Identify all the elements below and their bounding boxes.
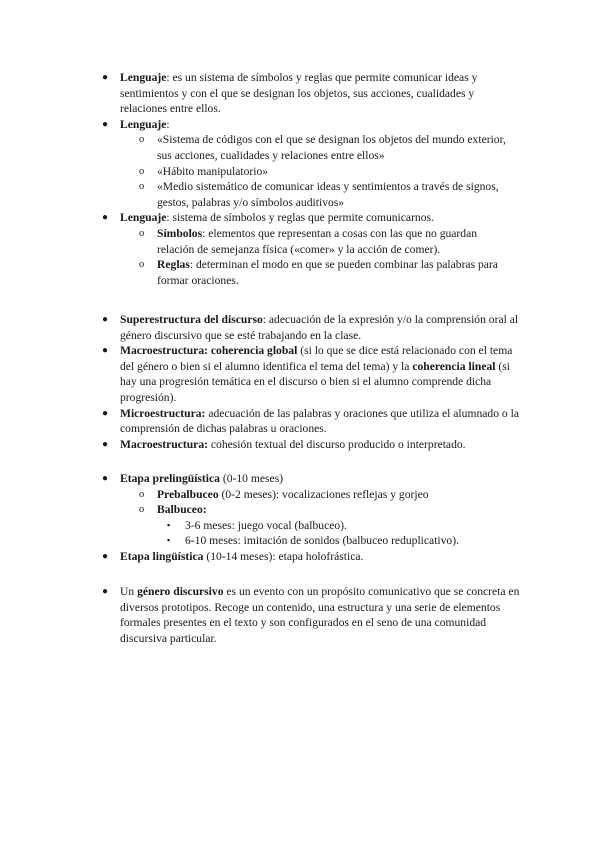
bullet-marker: ● [102,212,109,224]
definition: es un evento con un propósito comunicativo que se concreta en diversos prototipos. Recoge un contenido, una estructura y una serie de elementos formales presentes en el texto y son configurados en el seno de una comunidad discursiva particular. [120,585,520,645]
quote-definition: «Sistema de códigos con el que se designan los objetos del mundo exterior, sus acciones, cualidades y relaciones entre ellos» [157,133,506,162]
sub-sub-list-item [0,518,600,534]
definition: 3-6 meses: juego vocal (balbuceo). [185,518,347,532]
section-etapas [0,471,600,565]
list-item [0,406,600,437]
bullet-marker: ● [102,438,109,450]
sub-bullet-marker: o [139,488,145,500]
term: Reglas [157,258,190,272]
definition: (si lo que se dice está relacionado con el tema del género o bien si el alumno identifica el tema del tema) y la [120,344,513,373]
list-item [0,210,600,226]
bullet-marker: ● [102,118,109,130]
sub-list-item [0,226,600,257]
sub-list-item [0,179,600,210]
term: Macroestructura: [120,437,208,451]
definition: Un [120,585,138,598]
term: Lenguaje [120,211,167,225]
sub-bullet-marker: o [139,504,145,516]
definition: : elementos que representan a cosas con las que no guardan relación de semejanza física («comer» y la acción de comer). [157,226,478,256]
sub-list-item [0,257,600,288]
definition: : adecuación de la expresión y/o la comprensión oral al género discursivo que se esté trabajando en la clase. [120,313,519,342]
sub-list-item [0,132,600,163]
definition: (0-2 meses): vocalizaciones reflejas y gorjeo [218,487,429,501]
definition: : sistema de símbolos y reglas que permite comunicarnos. [166,211,434,225]
list-item [0,117,600,133]
term: coherencia lineal [412,359,496,373]
bullet-marker: ● [102,345,109,357]
section-estructuras [0,312,600,452]
definition: adecuación de las palabras y oraciones que utiliza el alumnado o la comprensión de dichas palabras u oraciones. [120,406,519,436]
definition: 6-10 meses: imitación de sonidos (balbuceo reduplicativo). [185,534,459,548]
sub-bullet-marker: o [139,165,145,177]
term: Balbuceo: [157,503,207,517]
sub-bullet-marker: o [139,181,145,193]
section-genero [0,584,600,646]
term: Macroestructura: coherencia global [120,344,298,358]
term: Símbolos [157,226,203,240]
bullet-marker: ● [102,550,109,562]
definition: (0-10 meses) [219,472,284,485]
square-bullet-marker: ▪ [167,519,171,530]
bullet-marker: ● [102,407,109,419]
list-item [0,471,600,487]
sub-list-item [0,502,600,518]
term: Prebalbuceo [157,487,219,501]
definition: : es un sistema de símbolos y reglas que permite comunicar ideas y sentimientos y con el que se designan los objetos, sus acciones, cualidades y relaciones entre ellos. [120,71,478,116]
definition: (10-14 meses): etapa holofrástica. [203,549,364,563]
sub-bullet-marker: o [139,134,145,146]
term: Lenguaje [120,71,167,84]
term: Lenguaje [120,117,167,131]
definition: : determinan el modo en que se pueden combinar las palabras para formar oraciones. [157,258,498,287]
list-item [0,437,600,453]
term: género discursivo [137,585,224,598]
sub-list-item [0,164,600,180]
sub-list-item [0,487,600,503]
list-item [0,584,600,646]
list-item [0,312,600,343]
bullet-marker: ● [102,314,109,325]
quote-definition: «Medio sistemático de comunicar ideas y sentimientos a través de signos, gestos, palabras y/o símbolos auditivos» [157,180,499,209]
section-lenguaje [0,70,600,288]
list-item [0,70,600,117]
sub-sub-list-item [0,533,600,549]
bullet-marker: ● [102,72,109,83]
definition: (si hay una progresión temática en el discurso o bien si el alumno comprende dicha progresión). [120,359,510,404]
bullet-marker: ● [102,473,109,484]
quote-definition: «Hábito manipulatorio» [157,164,269,178]
term: Microestructura: [120,406,206,420]
square-bullet-marker: ▪ [167,535,171,546]
term: Etapa prelingüística [120,472,220,485]
sub-bullet-marker: o [139,227,145,239]
term: Etapa lingüística [120,549,204,563]
definition: cohesión textual del discurso producido o interpretado. [208,437,466,451]
sub-bullet-marker: o [139,259,145,271]
list-item [0,343,600,405]
term: Superestructura del discurso [120,313,263,326]
bullet-marker: ● [102,586,109,597]
list-item [0,549,600,565]
definition: : [166,117,170,131]
